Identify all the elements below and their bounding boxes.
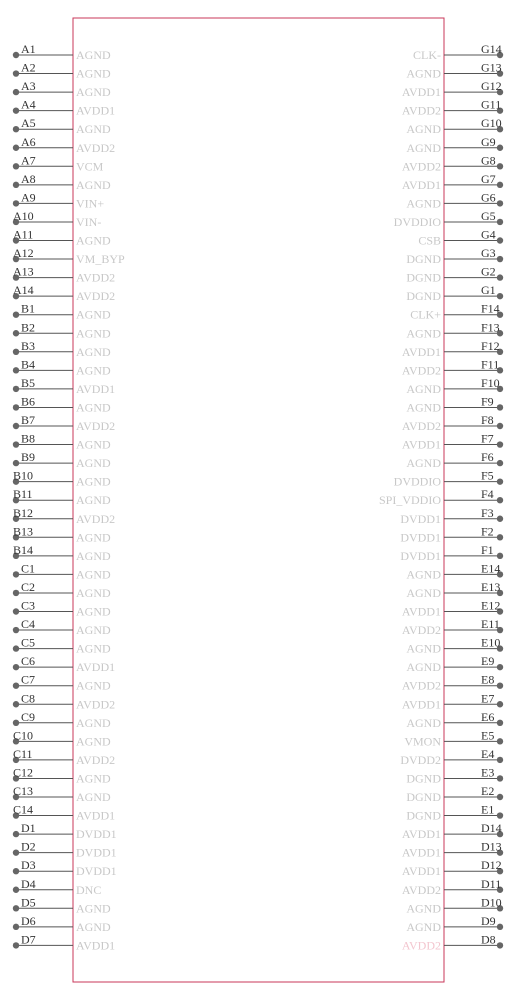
pin-name: AGND xyxy=(76,604,111,619)
pin-name: AGND xyxy=(76,790,111,804)
pin-name: AGND xyxy=(406,66,441,81)
pin-name: AVDD1 xyxy=(401,177,441,192)
pin-terminal-dot xyxy=(497,942,503,948)
pin-number: F5 xyxy=(481,468,494,483)
pin-number: E7 xyxy=(481,691,495,706)
pin-terminal-dot xyxy=(13,182,19,188)
pin-name: AGND xyxy=(76,585,111,600)
pin-terminal-dot xyxy=(13,126,19,132)
pin-name: AGND xyxy=(76,400,111,415)
pin-name: AVDD2 xyxy=(76,511,116,526)
pin-terminal-dot xyxy=(13,107,19,113)
pin-terminal-dot xyxy=(497,757,503,763)
pin-number: A11 xyxy=(13,227,34,242)
pin-terminal-dot xyxy=(497,794,503,800)
pin-terminal-dot xyxy=(497,516,503,522)
pin-number: C14 xyxy=(13,802,34,817)
pin-number: D1 xyxy=(21,821,36,836)
pin-name: DVDD1 xyxy=(76,864,117,879)
pin-name: AGND xyxy=(76,456,111,471)
pin-name: CLK- xyxy=(413,48,441,62)
pin-number: F9 xyxy=(481,394,494,409)
pin-name: AGND xyxy=(406,400,441,415)
pin-name: CSB xyxy=(418,233,441,248)
pin-number: F13 xyxy=(481,320,500,335)
pin-number: A8 xyxy=(21,171,36,186)
pin-terminal-dot xyxy=(497,256,503,262)
pin-number: A3 xyxy=(21,79,36,94)
pin-name: AVDD2 xyxy=(401,103,441,118)
pin-number: C12 xyxy=(13,765,34,780)
pin-name: AGND xyxy=(76,85,111,100)
pin-name: VIN+ xyxy=(76,196,105,211)
pin-number: F10 xyxy=(481,375,500,390)
pin-terminal-dot xyxy=(497,775,503,781)
pin-name: AVDD1 xyxy=(401,604,441,619)
pin-number: C6 xyxy=(21,654,36,669)
pin-name: AGND xyxy=(76,474,111,489)
pin-number: A14 xyxy=(13,283,34,298)
pin-terminal-dot xyxy=(497,441,503,447)
pin-number: D11 xyxy=(481,876,502,891)
pin-number: A6 xyxy=(21,134,36,149)
pin-number: B10 xyxy=(13,468,34,483)
pin-name: AGND xyxy=(406,140,441,155)
pin-name: AGND xyxy=(76,715,111,730)
pin-name: AGND xyxy=(76,363,111,378)
pin-name: AGND xyxy=(76,48,111,62)
pin-number: E8 xyxy=(481,672,495,687)
pin-number: E2 xyxy=(481,784,495,798)
pin-number: B8 xyxy=(21,431,36,446)
pin-number: G12 xyxy=(481,79,502,94)
pin-terminal-dot xyxy=(497,145,503,151)
pin-terminal-dot xyxy=(497,219,503,225)
pin-name: VMON xyxy=(404,734,441,749)
pin-terminal-dot xyxy=(13,200,19,206)
pin-name: AVDD1 xyxy=(401,864,441,879)
pin-terminal-dot xyxy=(497,460,503,466)
pin-number: E9 xyxy=(481,654,495,669)
pin-number: D6 xyxy=(21,913,36,928)
pin-number: E1 xyxy=(481,802,495,817)
pin-number: C7 xyxy=(21,672,36,687)
pin-name: AVDD1 xyxy=(401,845,441,860)
pin-terminal-dot xyxy=(13,89,19,95)
pin-name: AVDD2 xyxy=(401,363,441,378)
pin-terminal-dot xyxy=(497,720,503,726)
pin-name: AGND xyxy=(76,623,111,638)
pin-number: B3 xyxy=(21,338,36,353)
pin-name: DVDD1 xyxy=(400,530,441,545)
pin-terminal-dot xyxy=(13,701,19,707)
pin-number: G13 xyxy=(481,60,502,75)
pin-terminal-dot xyxy=(13,664,19,670)
pin-name: AVDD2 xyxy=(76,752,116,767)
pin-terminal-dot xyxy=(497,293,503,299)
left-pin-group xyxy=(13,42,125,952)
pin-name: AGND xyxy=(76,678,111,693)
pin-terminal-dot xyxy=(13,608,19,614)
pin-number: A4 xyxy=(21,97,36,112)
pin-terminal-dot xyxy=(497,812,503,818)
pin-number: C10 xyxy=(13,728,34,743)
pin-number: B5 xyxy=(21,375,36,390)
pin-number: C8 xyxy=(21,691,36,706)
pin-number: G10 xyxy=(481,116,502,131)
pin-terminal-dot xyxy=(13,70,19,76)
pin-terminal-dot xyxy=(13,145,19,151)
pin-number: G4 xyxy=(481,227,496,242)
pin-name: AVDD2 xyxy=(76,289,116,304)
pin-name: AVDD1 xyxy=(76,938,116,953)
pin-number: C9 xyxy=(21,709,36,724)
pin-number: G2 xyxy=(481,264,496,279)
pin-number: F1 xyxy=(481,542,494,557)
pin-name: DVDDIO xyxy=(393,474,441,489)
pin-name: AGND xyxy=(406,641,441,656)
pin-number: B2 xyxy=(21,320,36,335)
pin-name: AGND xyxy=(406,326,441,341)
pin-number: F4 xyxy=(481,487,494,502)
pin-number: A1 xyxy=(21,42,36,56)
pin-terminal-dot xyxy=(497,701,503,707)
pin-terminal-dot xyxy=(13,52,19,58)
pin-number: E10 xyxy=(481,635,501,650)
pin-name: AVDD1 xyxy=(76,381,116,396)
pin-number: F6 xyxy=(481,450,494,465)
pin-name: AGND xyxy=(406,919,441,934)
pin-name: AGND xyxy=(76,919,111,934)
pin-number: E5 xyxy=(481,728,495,743)
pin-name: DVDD1 xyxy=(400,511,441,526)
pin-name: AVDD2 xyxy=(76,270,116,285)
pin-terminal-dot xyxy=(497,534,503,540)
pin-name: AGND xyxy=(76,437,111,452)
pin-number: C1 xyxy=(21,561,36,576)
pin-terminal-dot xyxy=(13,720,19,726)
pin-number: D10 xyxy=(481,895,502,910)
pin-name: DGND xyxy=(406,808,441,823)
pin-number: D14 xyxy=(481,821,502,836)
pin-name: AGND xyxy=(76,493,111,508)
pin-name: DVDD1 xyxy=(400,548,441,563)
pin-number: F14 xyxy=(481,301,500,316)
pin-name: VM_BYP xyxy=(76,252,125,267)
pin-name: DVDDIO xyxy=(393,214,441,229)
pin-name: AGND xyxy=(406,567,441,582)
pin-name: AVDD2 xyxy=(401,678,441,693)
pin-name: AVDD1 xyxy=(401,437,441,452)
pin-terminal-dot xyxy=(497,478,503,484)
pin-name: DGND xyxy=(406,289,441,304)
pin-name: AVDD2 xyxy=(401,938,441,953)
pin-terminal-dot xyxy=(497,274,503,280)
pin-number: E12 xyxy=(481,598,501,613)
pin-name: AVDD2 xyxy=(401,882,441,897)
pin-terminal-dot xyxy=(13,831,19,837)
pin-name: AVDD1 xyxy=(401,344,441,359)
pin-terminal-dot xyxy=(497,738,503,744)
pin-terminal-dot xyxy=(13,905,19,911)
pin-terminal-dot xyxy=(13,163,19,169)
pin-terminal-dot xyxy=(497,200,503,206)
pin-terminal-dot xyxy=(13,460,19,466)
pin-name: AVDD1 xyxy=(401,827,441,842)
pin-number: D7 xyxy=(21,932,36,947)
pin-number: D9 xyxy=(481,913,496,928)
pin-number: B7 xyxy=(21,413,36,427)
pin-number: C3 xyxy=(21,598,36,613)
pin-number: B1 xyxy=(21,301,36,316)
pin-name: CLK+ xyxy=(410,307,441,322)
pin-number: G9 xyxy=(481,134,496,149)
pin-name: AVDD1 xyxy=(401,85,441,100)
pin-number: A12 xyxy=(13,246,34,261)
pin-name: DNC xyxy=(76,882,102,897)
pin-name: DGND xyxy=(406,252,441,267)
pin-number: C11 xyxy=(13,746,33,761)
pin-terminal-dot xyxy=(13,571,19,577)
pin-number: C5 xyxy=(21,635,36,650)
pin-number: B14 xyxy=(13,542,34,557)
pin-terminal-dot xyxy=(497,683,503,689)
pin-terminal-dot xyxy=(13,942,19,948)
pin-terminal-dot xyxy=(497,497,503,503)
pin-number: F2 xyxy=(481,524,494,539)
pin-name: AVDD1 xyxy=(401,697,441,712)
pin-number: A10 xyxy=(13,208,34,223)
pin-number: F8 xyxy=(481,413,494,427)
pin-terminal-dot xyxy=(13,423,19,429)
pin-terminal-dot xyxy=(13,683,19,689)
pin-name: AGND xyxy=(76,771,111,786)
pin-number: C4 xyxy=(21,617,36,632)
right-pin-group xyxy=(379,42,503,952)
pin-terminal-dot xyxy=(13,404,19,410)
pin-number: F12 xyxy=(481,338,500,353)
pin-number: B6 xyxy=(21,394,36,409)
pin-name: DVDD1 xyxy=(76,845,117,860)
pin-terminal-dot xyxy=(497,664,503,670)
pin-name: AGND xyxy=(76,326,111,341)
pin-name: AGND xyxy=(406,585,441,600)
pin-number: B12 xyxy=(13,505,34,520)
pin-number: G3 xyxy=(481,246,496,261)
pin-number: G1 xyxy=(481,283,496,298)
pin-name: AGND xyxy=(406,901,441,916)
pin-number: A7 xyxy=(21,153,36,168)
pin-name: AVDD1 xyxy=(76,103,116,118)
pin-number: A2 xyxy=(21,60,36,75)
pin-terminal-dot xyxy=(497,404,503,410)
pin-terminal-dot xyxy=(497,924,503,930)
pin-terminal-dot xyxy=(497,163,503,169)
pin-name: SPI_VDDIO xyxy=(378,493,441,508)
pin-number: A13 xyxy=(13,264,34,279)
pin-number: A5 xyxy=(21,116,36,131)
pin-name: AVDD2 xyxy=(76,140,116,155)
pin-terminal-dot xyxy=(13,627,19,633)
pin-number: F7 xyxy=(481,431,494,446)
pin-number: G5 xyxy=(481,208,496,223)
pin-name: AVDD1 xyxy=(76,660,116,675)
pin-terminal-dot xyxy=(13,887,19,893)
pin-terminal-dot xyxy=(13,849,19,855)
pin-name: AVDD2 xyxy=(401,623,441,638)
pin-terminal-dot xyxy=(13,441,19,447)
pin-name: DVDD2 xyxy=(400,752,441,767)
pin-number: B11 xyxy=(13,487,33,502)
pin-number: D8 xyxy=(481,932,496,947)
pin-name: AGND xyxy=(76,641,111,656)
pin-name: DGND xyxy=(406,270,441,285)
pin-name: VIN- xyxy=(76,214,102,229)
pin-number: B9 xyxy=(21,450,36,465)
pin-name: AGND xyxy=(76,901,111,916)
pin-name: AGND xyxy=(76,548,111,563)
pin-name: AGND xyxy=(76,567,111,582)
pin-terminal-dot xyxy=(497,423,503,429)
pin-number: D2 xyxy=(21,839,36,854)
pin-name: VCM xyxy=(76,159,104,174)
pin-number: F11 xyxy=(481,357,500,372)
pin-number: D5 xyxy=(21,895,36,910)
pin-number: E3 xyxy=(481,765,495,780)
pin-name: DGND xyxy=(406,771,441,786)
pin-number: A9 xyxy=(21,190,36,205)
pin-name: AGND xyxy=(406,122,441,137)
pin-name: AGND xyxy=(406,660,441,675)
pin-terminal-dot xyxy=(13,924,19,930)
pin-number: G11 xyxy=(481,97,502,112)
pin-name: AGND xyxy=(406,715,441,730)
pin-name: AGND xyxy=(406,196,441,211)
pin-name: AGND xyxy=(76,307,111,322)
pin-name: AVDD2 xyxy=(401,419,441,433)
pin-number: G8 xyxy=(481,153,496,168)
pin-number: C13 xyxy=(13,784,34,798)
pin-number: G7 xyxy=(481,171,496,186)
pin-terminal-dot xyxy=(13,386,19,392)
pin-name: AGND xyxy=(76,344,111,359)
pin-name: AGND xyxy=(76,530,111,545)
pin-number: E14 xyxy=(481,561,501,576)
pin-terminal-dot xyxy=(497,553,503,559)
pin-name: AGND xyxy=(406,456,441,471)
pin-terminal-dot xyxy=(13,330,19,336)
pin-name: AGND xyxy=(76,233,111,248)
pin-number: D13 xyxy=(481,839,502,854)
pin-name: AGND xyxy=(76,734,111,749)
pin-name: DGND xyxy=(406,790,441,804)
pin-number: F3 xyxy=(481,505,494,520)
pin-name: AGND xyxy=(76,177,111,192)
pin-number: C2 xyxy=(21,579,36,594)
pin-number: G14 xyxy=(481,42,502,56)
pin-number: E4 xyxy=(481,746,495,761)
pin-name: AGND xyxy=(76,122,111,137)
pin-terminal-dot xyxy=(13,868,19,874)
pin-number: B13 xyxy=(13,524,34,539)
pin-name: AVDD2 xyxy=(76,419,116,433)
pin-name: AVDD2 xyxy=(76,697,116,712)
pin-name: AVDD2 xyxy=(401,159,441,174)
pin-number: D4 xyxy=(21,876,36,891)
pin-number: E11 xyxy=(481,617,500,632)
pin-name: DVDD1 xyxy=(76,827,117,842)
pin-number: G6 xyxy=(481,190,496,205)
pin-terminal-dot xyxy=(497,237,503,243)
pin-terminal-dot xyxy=(13,367,19,373)
pin-number: E13 xyxy=(481,579,501,594)
pin-terminal-dot xyxy=(497,182,503,188)
pin-number: D12 xyxy=(481,858,502,873)
pin-number: E6 xyxy=(481,709,495,724)
pin-terminal-dot xyxy=(13,645,19,651)
pin-name: AGND xyxy=(406,381,441,396)
pin-number: D3 xyxy=(21,858,36,873)
pin-name: AGND xyxy=(76,66,111,81)
pin-terminal-dot xyxy=(13,349,19,355)
pin-terminal-dot xyxy=(13,590,19,596)
pin-name: AVDD1 xyxy=(76,808,116,823)
pin-terminal-dot xyxy=(13,312,19,318)
pin-number: B4 xyxy=(21,357,36,372)
